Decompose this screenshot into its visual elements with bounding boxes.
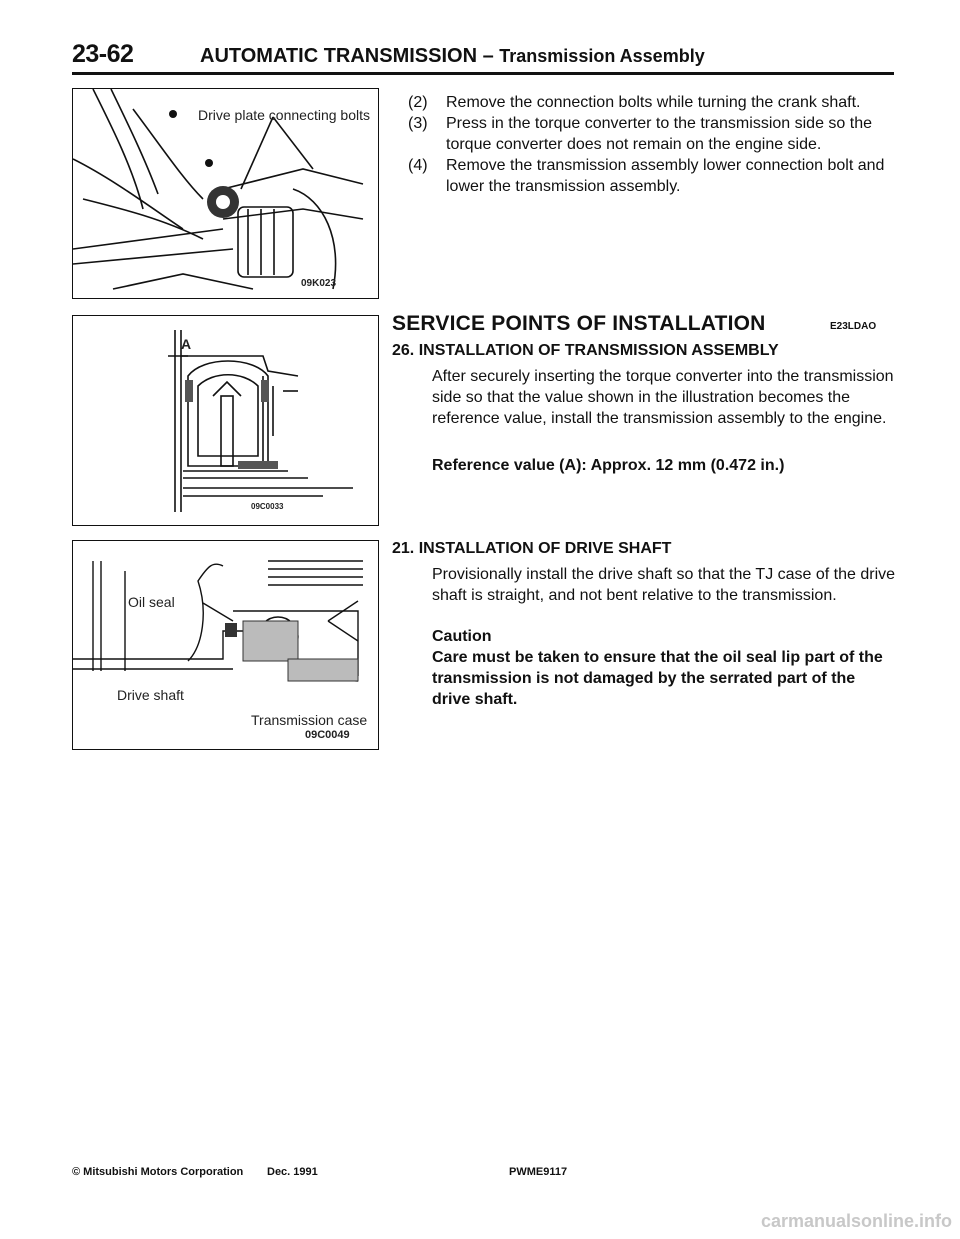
drive-plate-bolts-label: Drive plate connecting bolts [198, 107, 370, 123]
removal-steps [408, 92, 896, 197]
step-2: (2) Remove the connection bolts while turning the crank shaft. [408, 94, 861, 111]
page-title [200, 45, 705, 68]
figure-drive-plate [72, 88, 379, 299]
footer-doc-code: PWME9117 [509, 1166, 568, 1178]
item-26-body: After securely inserting the torque converter into the transmission side so that the value shown in the illustration becomes the reference value, install the transmission assembly to the engine. [432, 368, 894, 427]
watermark: carmanualsonline.info [760, 1211, 952, 1231]
footer-date: Dec. 1991 [267, 1166, 318, 1178]
title-separator: – [477, 45, 500, 67]
torque-converter-illustration [73, 316, 378, 525]
page-number: 23-62 [72, 40, 134, 68]
footer-copyright: © Mitsubishi Motors Corporation [72, 1166, 244, 1178]
header-rule [72, 72, 894, 75]
figure-code: 09K023 [301, 278, 337, 289]
step-4: (4) Remove the transmission assembly lower connection bolt and lower the transmission assembly. [408, 157, 885, 195]
item-21-heading: 21. INSTALLATION OF DRIVE SHAFT [392, 540, 672, 557]
oil-seal-label: Oil seal [128, 594, 175, 610]
item-26-heading: 26. INSTALLATION OF TRANSMISSION ASSEMBLY [392, 342, 779, 359]
section-code: E23LDAO [830, 321, 877, 332]
figure-code: 09C0049 [305, 729, 350, 741]
item-26-reference: Reference value (A): Approx. 12 mm (0.472 in.) [432, 457, 785, 474]
item-21-body: Provisionally install the drive shaft so that the TJ case of the drive shaft is straight, and not bent relative to the transmission. [432, 566, 896, 604]
caution-text: Care must be taken to ensure that the oil seal lip part of the transmission is not damaged by the serrated part of the drive shaft. [432, 649, 883, 708]
title-main: AUTOMATIC TRANSMISSION [200, 45, 478, 67]
caution-label: Caution [432, 628, 492, 645]
transmission-case-label: Transmission case [251, 712, 368, 728]
section-title: SERVICE POINTS OF INSTALLATION [392, 312, 766, 335]
figure-torque-converter [72, 315, 379, 526]
step-3: (3) Press in the torque converter to the transmission side so the torque converter does not remain on the engine side. [408, 115, 872, 153]
dimension-marker-a: A [181, 336, 192, 352]
drive-shaft-label: Drive shaft [117, 687, 184, 703]
figure-drive-shaft [72, 540, 379, 750]
figure-code: 09C0033 [251, 502, 284, 511]
title-sub: Transmission Assembly [499, 46, 705, 66]
